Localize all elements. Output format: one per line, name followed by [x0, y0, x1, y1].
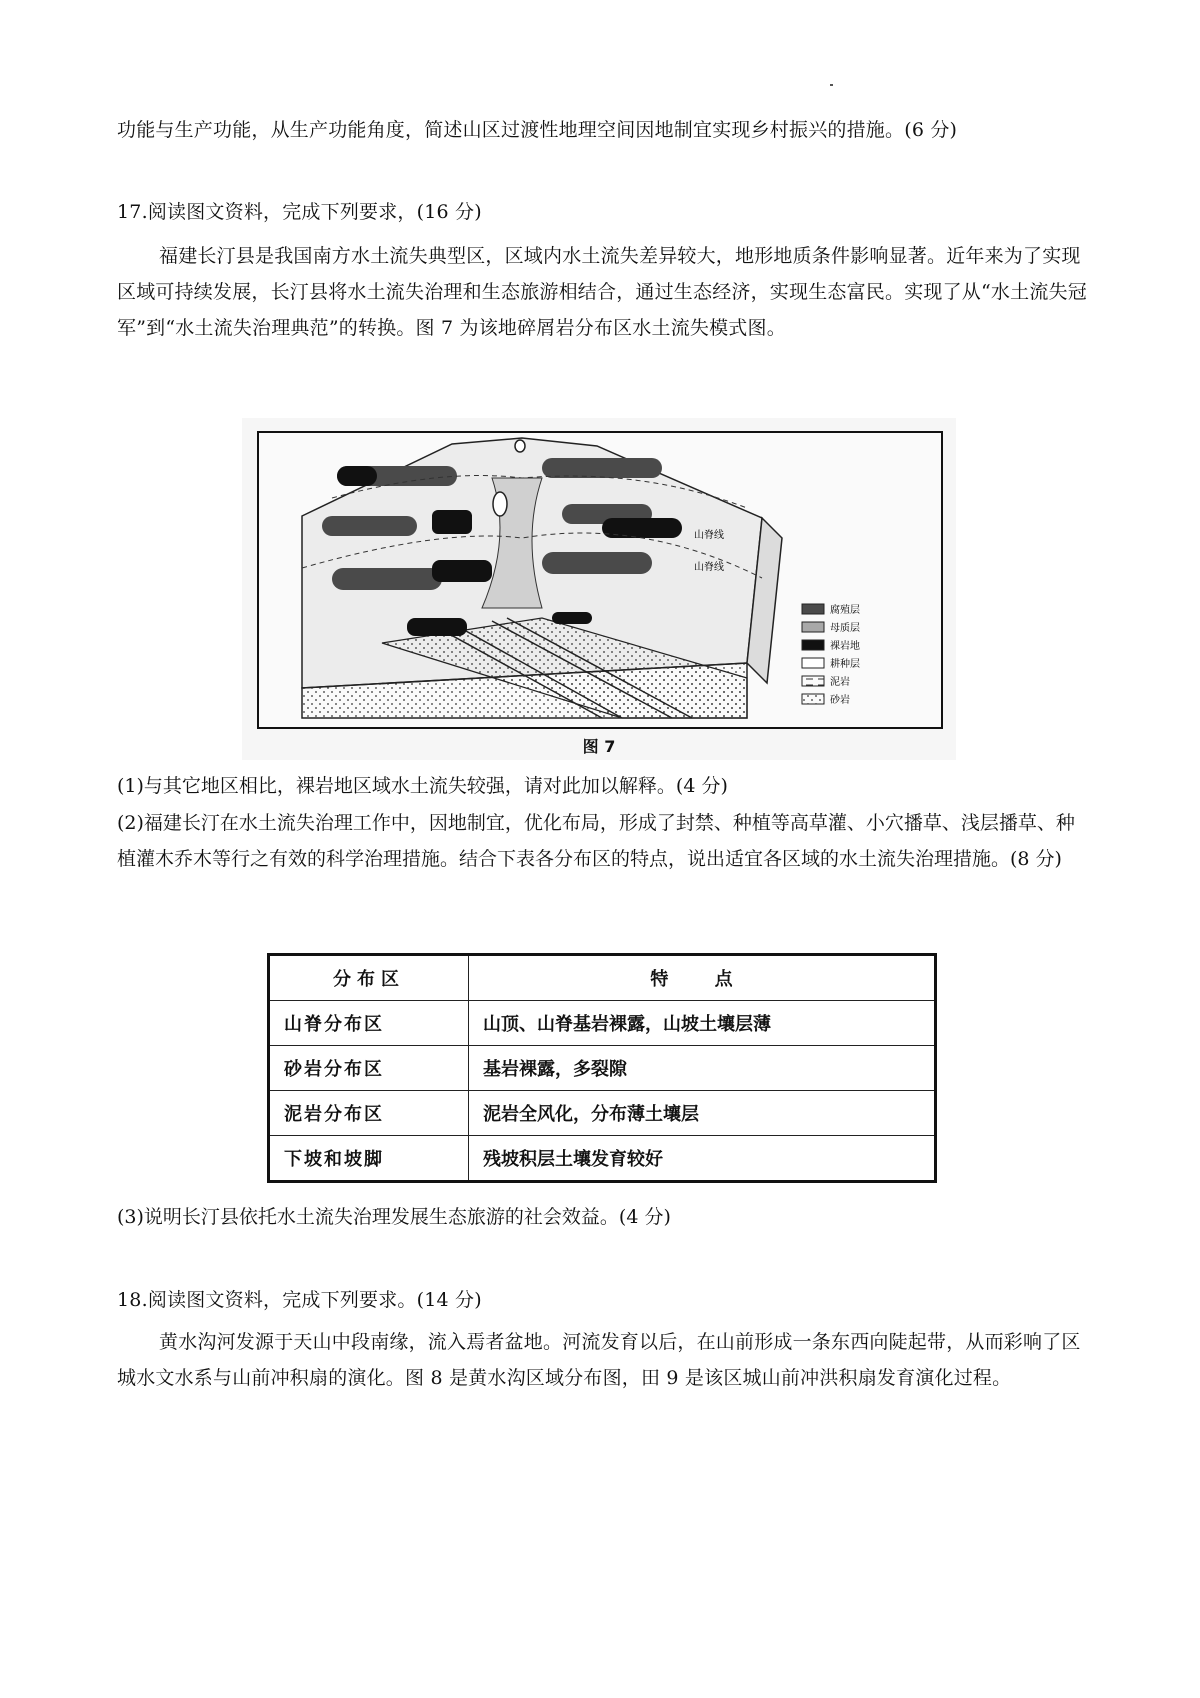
ridge-label-2: 山脊线	[694, 562, 724, 573]
bare-rock-right-2	[602, 518, 682, 538]
legend-label-bare-rock: 裸岩地	[830, 641, 860, 652]
legend-label-mudstone: 泥岩	[830, 677, 850, 688]
bare-rock-right-4	[552, 612, 592, 624]
table-cell-features: 山顶、山脊基岩裸露，山坡土壤层薄	[469, 1001, 936, 1046]
legend-swatch-tillage	[802, 658, 824, 668]
question-18-heading: 18.阅读图文资料，完成下列要求。(14 分)	[117, 1289, 482, 1311]
table-cell-zone: 砂岩分布区	[269, 1046, 469, 1091]
legend-swatch-mudstone	[802, 676, 824, 686]
question-17-sub-2: (2)福建长汀在水土流失治理工作中，因地制宜，优化布局，形成了封禁、种植等高草灌、小穴播草、浅层播草、种植灌木乔木等行之有效的科学治理措施。结合下表各分布区的特点，说出适宜各区域的水土流失治理措施。(8 分)	[117, 812, 1075, 870]
distribution-table	[267, 953, 937, 1183]
table-header-zone: 分布区	[269, 955, 469, 1001]
table-cell-features: 基岩裸露，多裂隙	[469, 1046, 936, 1091]
question-17-passage: 福建长汀县是我国南方水土流失典型区，区域内水土流失差异较大，地形地质条件影响显著。近年来为了实现区域可持续发展，长汀县将水土流失治理和生态旅游相结合，通过生态经济，实现生态富民。实现了从“水土流失冠军”到“水土流失治理典范”的转换。图 7 为该地碎屑岩分布区水土流失模式图。	[117, 245, 1087, 339]
pond	[493, 492, 507, 516]
figure-7-soil-erosion-diagram	[242, 418, 956, 760]
legend-swatch-parent	[802, 622, 824, 632]
figure-7-caption: 图 7	[582, 737, 616, 756]
humus-band-right-1	[542, 458, 662, 478]
summit-marker	[515, 440, 525, 452]
table-header-features: 特 点	[469, 955, 936, 1001]
legend-label-humus: 腐殖层	[830, 605, 860, 616]
table-header-row	[269, 955, 936, 1001]
question-17-sub-1: (1)与其它地区相比，裸岩地区域水土流失较强，请对此加以解释。(4 分)	[117, 775, 728, 797]
legend-label-tillage: 耕种层	[830, 659, 860, 670]
table-cell-zone: 山脊分布区	[269, 1001, 469, 1046]
legend-swatch-sandstone	[802, 694, 824, 704]
ridge-label-1: 山脊线	[694, 530, 724, 541]
table-cell-zone: 泥岩分布区	[269, 1091, 469, 1136]
question-17-heading: 17.阅读图文资料，完成下列要求，(16 分)	[117, 201, 482, 223]
legend-swatch-bare-rock	[802, 640, 824, 650]
humus-band-left-3	[332, 568, 442, 590]
figure-7-svg	[242, 418, 956, 760]
table-cell-zone: 下坡和坡脚	[269, 1136, 469, 1182]
table-row	[269, 1136, 936, 1182]
table-cell-features: 残坡积层土壤发育较好	[469, 1136, 936, 1182]
legend-label-sandstone: 砂岩	[830, 695, 850, 706]
legend-label-parent: 母质层	[830, 623, 860, 634]
table-row	[269, 1046, 936, 1091]
table-cell-features: 泥岩全风化，分布薄土壤层	[469, 1091, 936, 1136]
legend-swatch-humus	[802, 604, 824, 614]
intro-line: 功能与生产功能，从生产功能角度，简述山区过渡性地理空间因地制宜实现乡村振兴的措施。(6 分)	[117, 119, 958, 141]
table-row	[269, 1001, 936, 1046]
bare-rock-left-3	[432, 560, 492, 582]
humus-band-left-2	[322, 516, 417, 536]
table-row	[269, 1091, 936, 1136]
scan-speck	[830, 84, 833, 86]
humus-band-right-3	[542, 552, 652, 574]
question-17-sub-3: (3)说明长汀县依托水土流失治理发展生态旅游的社会效益。(4 分)	[117, 1206, 671, 1228]
bare-rock-left-4	[407, 618, 467, 636]
question-18-passage: 黄水沟河发源于天山中段南缘，流入焉者盆地。河流发育以后，在山前形成一条东西向陡起带，从而彩响了区城水文水系与山前冲积扇的演化。图 8 是黄水沟区域分布图，田 9 是该区城山前冲洪积扇发育演化过程。	[117, 1331, 1081, 1389]
bare-rock-left-2	[432, 510, 472, 534]
